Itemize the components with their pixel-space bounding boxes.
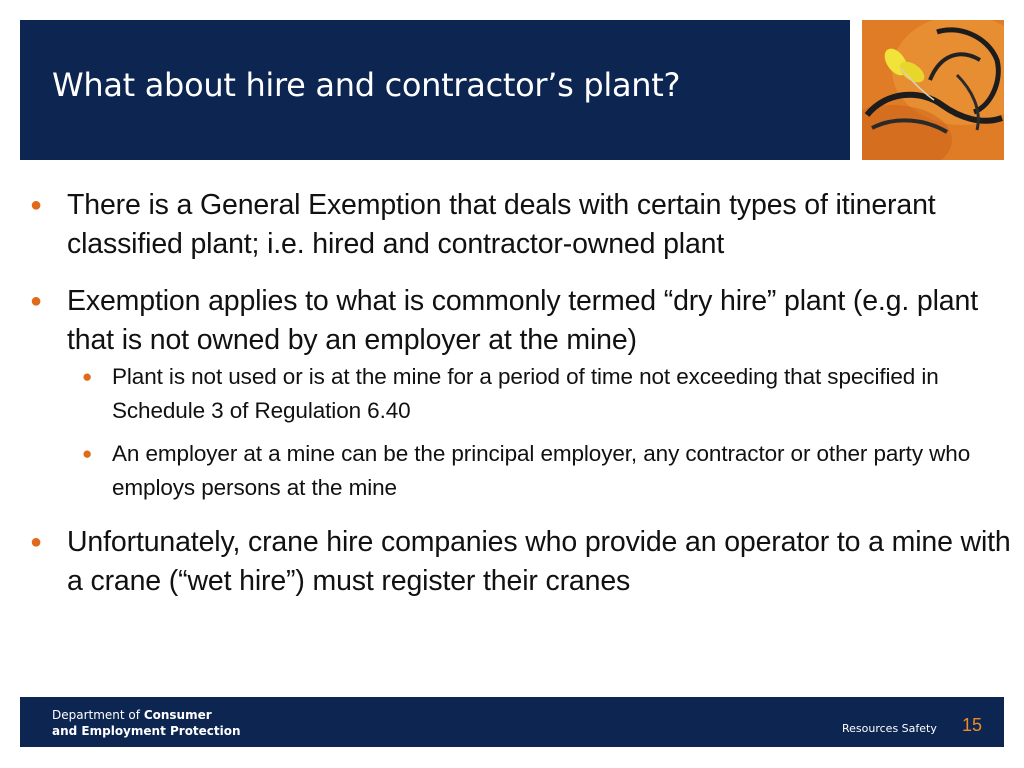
sub-bullet-item <box>28 360 1013 428</box>
page-number: 15 <box>962 715 983 735</box>
brand-label: Resources Safety <box>842 722 937 735</box>
bullet-dot: ● <box>30 194 42 216</box>
slide-body <box>28 186 1013 601</box>
title-banner <box>20 20 850 160</box>
header-photo <box>862 20 1004 160</box>
dept-name-line-2: and Employment Protection <box>52 724 241 738</box>
sub-bullet-text: An employer at a mine can be the principal employer, any contractor or other party who employs persons at the mine <box>112 441 971 500</box>
bullet-item <box>28 186 1013 264</box>
bullet-item <box>28 523 1013 601</box>
bullet-text: Exemption applies to what is commonly termed “dry hire” plant (e.g. plant that is not owned by an employer at the mine) <box>67 285 978 356</box>
sub-bullet-dot: ● <box>82 444 93 463</box>
department-logo-text <box>52 707 241 739</box>
slide-title: What about hire and contractor’s plant? <box>52 66 681 104</box>
sub-bullet-dot: ● <box>82 367 93 386</box>
dept-prefix: Department of <box>52 708 144 722</box>
sub-bullet-text: Plant is not used or is at the mine for a period of time not exceeding that specified in Schedule 3 of Regulation 6.40 <box>112 364 939 423</box>
bullet-item <box>28 282 1013 360</box>
dept-name-line-1: Consumer <box>143 708 212 722</box>
bullet-dot: ● <box>30 290 42 312</box>
bullet-dot: ● <box>30 531 42 553</box>
footer-bar <box>20 697 1004 747</box>
bullet-text: Unfortunately, crane hire companies who provide an operator to a mine with a crane (“wet hire”) must register their cranes <box>67 526 1011 597</box>
safety-glasses-icon <box>862 20 1004 160</box>
sub-bullet-item <box>28 437 1013 505</box>
bullet-text: There is a General Exemption that deals with certain types of itinerant classified plant; i.e. hired and contractor-owned plant <box>67 189 936 260</box>
